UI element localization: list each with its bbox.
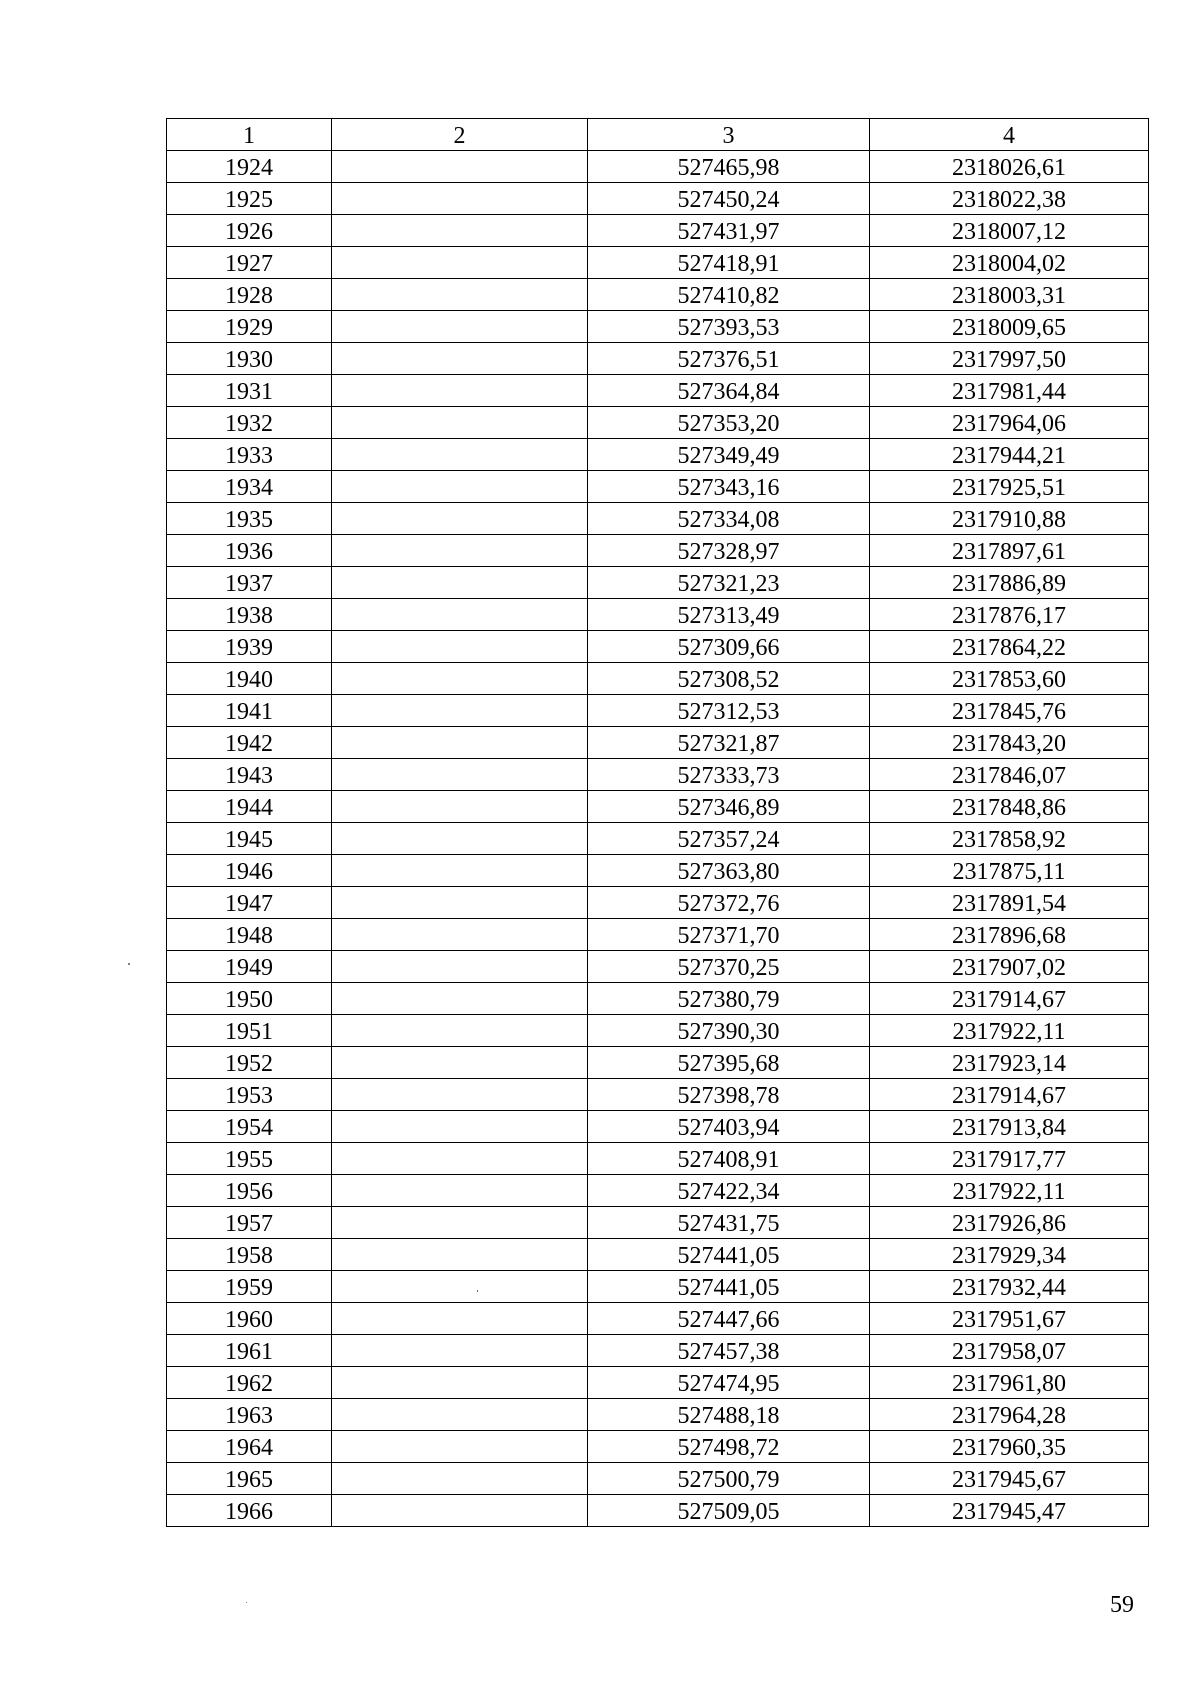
- cell-col-1: 1937: [167, 567, 332, 599]
- table-row: [167, 1207, 1149, 1239]
- cell-col-3: 527465,98: [588, 151, 870, 183]
- cell-col-2: [332, 1207, 588, 1239]
- table-row: [167, 151, 1149, 183]
- table-row: [167, 759, 1149, 791]
- cell-col-4: 2317914,67: [870, 983, 1149, 1015]
- cell-col-3: 527308,52: [588, 663, 870, 695]
- cell-col-3: 527395,68: [588, 1047, 870, 1079]
- table-row: [167, 1111, 1149, 1143]
- cell-col-2: [332, 599, 588, 631]
- cell-col-2: [332, 1079, 588, 1111]
- table-row: [167, 1495, 1149, 1527]
- table-row: [167, 311, 1149, 343]
- cell-col-1: 1960: [167, 1303, 332, 1335]
- cell-col-1: 1959: [167, 1271, 332, 1303]
- table-row: [167, 247, 1149, 279]
- cell-col-1: 1957: [167, 1207, 332, 1239]
- cell-col-2: [332, 503, 588, 535]
- cell-col-4: 2317907,02: [870, 951, 1149, 983]
- cell-col-3: 527346,89: [588, 791, 870, 823]
- cell-col-1: 1939: [167, 631, 332, 663]
- cell-col-3: 527422,34: [588, 1175, 870, 1207]
- cell-col-1: 1963: [167, 1399, 332, 1431]
- table-row: [167, 1431, 1149, 1463]
- cell-col-3: 527447,66: [588, 1303, 870, 1335]
- cell-col-2: [332, 1399, 588, 1431]
- cell-col-4: 2317961,80: [870, 1367, 1149, 1399]
- cell-col-4: 2317848,86: [870, 791, 1149, 823]
- cell-col-2: [332, 887, 588, 919]
- cell-col-2: [332, 919, 588, 951]
- cell-col-1: 1961: [167, 1335, 332, 1367]
- table-row: [167, 279, 1149, 311]
- cell-col-2: [332, 375, 588, 407]
- cell-col-2: [332, 823, 588, 855]
- cell-col-1: 1966: [167, 1495, 332, 1527]
- cell-col-4: 2317858,92: [870, 823, 1149, 855]
- cell-col-3: 527372,76: [588, 887, 870, 919]
- cell-col-2: [332, 1271, 588, 1303]
- cell-col-3: 527321,23: [588, 567, 870, 599]
- table-row: [167, 1399, 1149, 1431]
- cell-col-4: 2317864,22: [870, 631, 1149, 663]
- cell-col-2: [332, 215, 588, 247]
- cell-col-2: [332, 727, 588, 759]
- cell-col-4: 2317896,68: [870, 919, 1149, 951]
- cell-col-4: 2317910,88: [870, 503, 1149, 535]
- cell-col-3: 527312,53: [588, 695, 870, 727]
- cell-col-4: 2318022,38: [870, 183, 1149, 215]
- table-row: [167, 1271, 1149, 1303]
- cell-col-3: 527390,30: [588, 1015, 870, 1047]
- cell-col-2: [332, 311, 588, 343]
- table-row: [167, 1143, 1149, 1175]
- cell-col-4: 2317932,44: [870, 1271, 1149, 1303]
- cell-col-3: 527431,75: [588, 1207, 870, 1239]
- cell-col-3: 527498,72: [588, 1431, 870, 1463]
- table-row: [167, 951, 1149, 983]
- cell-col-2: [332, 1335, 588, 1367]
- cell-col-2: [332, 471, 588, 503]
- cell-col-1: 1941: [167, 695, 332, 727]
- cell-col-3: 527321,87: [588, 727, 870, 759]
- cell-col-1: 1962: [167, 1367, 332, 1399]
- cell-col-2: [332, 1367, 588, 1399]
- table-row: [167, 663, 1149, 695]
- cell-col-1: 1925: [167, 183, 332, 215]
- cell-col-1: 1958: [167, 1239, 332, 1271]
- cell-col-2: [332, 631, 588, 663]
- cell-col-4: 2317964,06: [870, 407, 1149, 439]
- cell-col-1: 1950: [167, 983, 332, 1015]
- table-row: [167, 535, 1149, 567]
- table-row: [167, 1463, 1149, 1495]
- cell-col-1: 1924: [167, 151, 332, 183]
- cell-col-4: 2317917,77: [870, 1143, 1149, 1175]
- cell-col-2: [332, 1175, 588, 1207]
- cell-col-4: 2317958,07: [870, 1335, 1149, 1367]
- cell-col-2: [332, 439, 588, 471]
- cell-col-4: 2317964,28: [870, 1399, 1149, 1431]
- cell-col-2: [332, 695, 588, 727]
- cell-col-4: 2317981,44: [870, 375, 1149, 407]
- cell-col-1: 1949: [167, 951, 332, 983]
- cell-col-2: [332, 1015, 588, 1047]
- cell-col-1: 1931: [167, 375, 332, 407]
- cell-col-3: 527410,82: [588, 279, 870, 311]
- cell-col-1: 1945: [167, 823, 332, 855]
- cell-col-3: 527309,66: [588, 631, 870, 663]
- cell-col-1: 1938: [167, 599, 332, 631]
- table-row: [167, 1239, 1149, 1271]
- cell-col-2: [332, 951, 588, 983]
- cell-col-4: 2318007,12: [870, 215, 1149, 247]
- column-header-1: 1: [167, 119, 332, 151]
- cell-col-1: 1946: [167, 855, 332, 887]
- cell-col-3: 527334,08: [588, 503, 870, 535]
- cell-col-4: 2317913,84: [870, 1111, 1149, 1143]
- table-row: [167, 1303, 1149, 1335]
- cell-col-3: 527408,91: [588, 1143, 870, 1175]
- column-header-4: 4: [870, 119, 1149, 151]
- cell-col-1: 1947: [167, 887, 332, 919]
- coordinates-table: [166, 118, 1149, 1527]
- cell-col-4: 2317843,20: [870, 727, 1149, 759]
- table-row: [167, 343, 1149, 375]
- cell-col-4: 2317845,76: [870, 695, 1149, 727]
- cell-col-3: 527363,80: [588, 855, 870, 887]
- table-row: [167, 183, 1149, 215]
- cell-col-1: 1964: [167, 1431, 332, 1463]
- cell-col-1: 1926: [167, 215, 332, 247]
- cell-col-2: [332, 1047, 588, 1079]
- cell-col-2: [332, 855, 588, 887]
- cell-col-1: 1944: [167, 791, 332, 823]
- table-row: [167, 1367, 1149, 1399]
- cell-col-4: 2318009,65: [870, 311, 1149, 343]
- table-row: [167, 727, 1149, 759]
- cell-col-4: 2317945,67: [870, 1463, 1149, 1495]
- cell-col-3: 527509,05: [588, 1495, 870, 1527]
- cell-col-4: 2317960,35: [870, 1431, 1149, 1463]
- table-row: [167, 375, 1149, 407]
- table-row: [167, 855, 1149, 887]
- cell-col-2: [332, 151, 588, 183]
- cell-col-4: 2317922,11: [870, 1015, 1149, 1047]
- table-row: [167, 1335, 1149, 1367]
- cell-col-1: 1930: [167, 343, 332, 375]
- cell-col-3: 527500,79: [588, 1463, 870, 1495]
- cell-col-4: 2318026,61: [870, 151, 1149, 183]
- table-row: [167, 1047, 1149, 1079]
- table-body: [167, 151, 1149, 1527]
- cell-col-4: 2318003,31: [870, 279, 1149, 311]
- cell-col-3: 527441,05: [588, 1271, 870, 1303]
- column-header-3: 3: [588, 119, 870, 151]
- cell-col-3: 527370,25: [588, 951, 870, 983]
- cell-col-1: 1965: [167, 1463, 332, 1495]
- cell-col-1: 1929: [167, 311, 332, 343]
- cell-col-3: 527418,91: [588, 247, 870, 279]
- cell-col-2: [332, 1303, 588, 1335]
- cell-col-1: 1951: [167, 1015, 332, 1047]
- cell-col-3: 527474,95: [588, 1367, 870, 1399]
- cell-col-1: 1928: [167, 279, 332, 311]
- cell-col-4: 2318004,02: [870, 247, 1149, 279]
- table-row: [167, 791, 1149, 823]
- cell-col-4: 2317914,67: [870, 1079, 1149, 1111]
- cell-col-3: 527376,51: [588, 343, 870, 375]
- table-row: [167, 1015, 1149, 1047]
- table-row: [167, 695, 1149, 727]
- cell-col-3: 527431,97: [588, 215, 870, 247]
- table-row: [167, 471, 1149, 503]
- cell-col-4: 2317951,67: [870, 1303, 1149, 1335]
- cell-col-4: 2317886,89: [870, 567, 1149, 599]
- cell-col-2: [332, 1239, 588, 1271]
- cell-col-4: 2317997,50: [870, 343, 1149, 375]
- cell-col-4: 2317925,51: [870, 471, 1149, 503]
- table-row: [167, 503, 1149, 535]
- cell-col-1: 1942: [167, 727, 332, 759]
- cell-col-4: 2317929,34: [870, 1239, 1149, 1271]
- cell-col-2: [332, 1463, 588, 1495]
- table-row: [167, 887, 1149, 919]
- scan-speck: [477, 1290, 478, 1292]
- table-row: [167, 1175, 1149, 1207]
- table-row: [167, 631, 1149, 663]
- cell-col-3: 527393,53: [588, 311, 870, 343]
- table-row: [167, 215, 1149, 247]
- cell-col-2: [332, 407, 588, 439]
- cell-col-3: 527353,20: [588, 407, 870, 439]
- column-header-2: 2: [332, 119, 588, 151]
- cell-col-4: 2317897,61: [870, 535, 1149, 567]
- cell-col-2: [332, 279, 588, 311]
- cell-col-1: 1953: [167, 1079, 332, 1111]
- cell-col-2: [332, 663, 588, 695]
- cell-col-2: [332, 1143, 588, 1175]
- cell-col-1: 1934: [167, 471, 332, 503]
- cell-col-3: 527349,49: [588, 439, 870, 471]
- scan-speck: [128, 963, 130, 965]
- cell-col-1: 1927: [167, 247, 332, 279]
- cell-col-2: [332, 1111, 588, 1143]
- header-row: [167, 119, 1149, 151]
- cell-col-2: [332, 183, 588, 215]
- cell-col-1: 1956: [167, 1175, 332, 1207]
- cell-col-1: 1955: [167, 1143, 332, 1175]
- table-row: [167, 919, 1149, 951]
- cell-col-4: 2317853,60: [870, 663, 1149, 695]
- cell-col-2: [332, 983, 588, 1015]
- cell-col-4: 2317875,11: [870, 855, 1149, 887]
- cell-col-4: 2317846,07: [870, 759, 1149, 791]
- cell-col-1: 1948: [167, 919, 332, 951]
- cell-col-3: 527441,05: [588, 1239, 870, 1271]
- cell-col-3: 527380,79: [588, 983, 870, 1015]
- cell-col-3: 527457,38: [588, 1335, 870, 1367]
- cell-col-3: 527398,78: [588, 1079, 870, 1111]
- cell-col-3: 527364,84: [588, 375, 870, 407]
- cell-col-4: 2317945,47: [870, 1495, 1149, 1527]
- cell-col-3: 527450,24: [588, 183, 870, 215]
- cell-col-2: [332, 247, 588, 279]
- cell-col-4: 2317944,21: [870, 439, 1149, 471]
- page-number: 59: [1110, 1592, 1134, 1618]
- cell-col-1: 1943: [167, 759, 332, 791]
- cell-col-3: 527313,49: [588, 599, 870, 631]
- cell-col-3: 527343,16: [588, 471, 870, 503]
- cell-col-1: 1940: [167, 663, 332, 695]
- cell-col-2: [332, 791, 588, 823]
- cell-col-3: 527403,94: [588, 1111, 870, 1143]
- cell-col-2: [332, 759, 588, 791]
- cell-col-3: 527371,70: [588, 919, 870, 951]
- table-row: [167, 407, 1149, 439]
- cell-col-2: [332, 1495, 588, 1527]
- table-row: [167, 599, 1149, 631]
- table-row: [167, 1079, 1149, 1111]
- scan-speck: [246, 1602, 247, 1603]
- cell-col-1: 1954: [167, 1111, 332, 1143]
- cell-col-4: 2317923,14: [870, 1047, 1149, 1079]
- cell-col-2: [332, 343, 588, 375]
- cell-col-4: 2317891,54: [870, 887, 1149, 919]
- cell-col-3: 527488,18: [588, 1399, 870, 1431]
- table-row: [167, 567, 1149, 599]
- cell-col-1: 1935: [167, 503, 332, 535]
- table-row: [167, 823, 1149, 855]
- cell-col-3: 527328,97: [588, 535, 870, 567]
- cell-col-2: [332, 535, 588, 567]
- cell-col-1: 1952: [167, 1047, 332, 1079]
- cell-col-1: 1933: [167, 439, 332, 471]
- table-row: [167, 983, 1149, 1015]
- cell-col-4: 2317926,86: [870, 1207, 1149, 1239]
- cell-col-4: 2317922,11: [870, 1175, 1149, 1207]
- cell-col-1: 1932: [167, 407, 332, 439]
- cell-col-3: 527357,24: [588, 823, 870, 855]
- cell-col-1: 1936: [167, 535, 332, 567]
- cell-col-3: 527333,73: [588, 759, 870, 791]
- table-header: [167, 119, 1149, 151]
- table-row: [167, 439, 1149, 471]
- cell-col-2: [332, 567, 588, 599]
- cell-col-4: 2317876,17: [870, 599, 1149, 631]
- cell-col-2: [332, 1431, 588, 1463]
